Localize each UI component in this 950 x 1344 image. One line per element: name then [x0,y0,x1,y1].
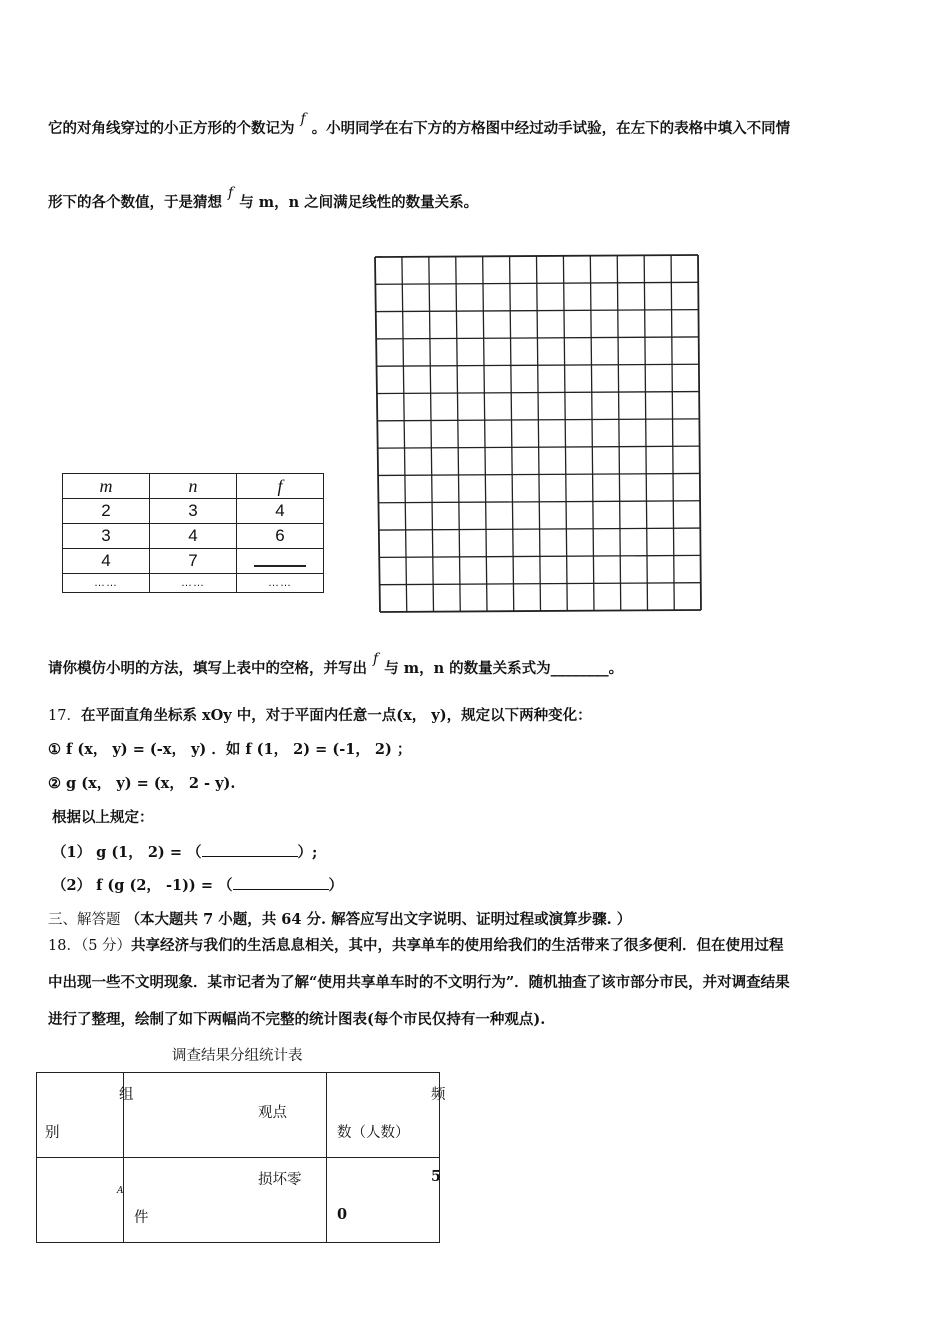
header-n: n [150,474,237,499]
cell: 7 [150,549,237,574]
header-view-cell [124,1073,327,1158]
grid-line-horizontal [380,610,701,612]
grid-line-vertical [644,255,647,610]
para1-text-b: 。小明同学在右下方的方格图中经过动手试验，在左下的表格中填入不同情 [311,120,791,137]
ellipsis-cell: …… [63,574,150,593]
para1-line2 [48,185,479,212]
q17-stem-text: 在平面直角坐标系 xOy 中，对于平面内任意一点(x， y)，规定以下两种变化： [80,707,592,724]
q18-text-1: 共享经济与我们的生活息息相关，其中，共享单车的使用给我们的生活带来了很多便利．但在使用过程 [131,937,784,954]
para1-text-a: 它的对角线穿过的小正方形的个数记为 [48,120,295,137]
row1-view-2: 件 [134,1210,149,1226]
row1-freq-1: 5 [431,1168,442,1185]
row1-group: A [117,1186,124,1196]
section3-title: 三、解答题 [48,912,121,928]
q17-part1-end: ）; [297,844,318,861]
row1-freq-2: 0 [337,1206,348,1223]
q18-line1 [48,934,784,955]
grid-line-vertical [429,257,434,612]
row1-view-1: 损坏零 [258,1172,302,1188]
para2-text-b: 与 m，n 的数量关系式为________。 [384,660,624,677]
q17-number: 17． [48,708,81,724]
header-group-2: 别 [45,1125,60,1141]
answer-blank-cell [237,549,324,574]
grid-line-vertical [617,256,621,611]
grid-line-vertical [590,256,594,611]
square-grid-figure [374,254,704,616]
para2-text-a: 请你模仿小明的方法，填写上表中的空格，并写出 [48,660,367,677]
f-symbol: f [373,651,379,667]
grid-line-vertical [698,255,701,610]
f-symbol: f [228,185,234,201]
grid-line-vertical [510,256,514,611]
para1-text-c: 形下的各个数值，于是猜想 [48,194,222,211]
row1-view-cell [124,1158,327,1243]
survey-table [36,1072,446,1243]
header-group-1: 组 [119,1087,134,1103]
answer-blank [254,551,306,567]
q18-score: （5 分） [80,938,132,954]
answer-blank [233,875,329,890]
cell: 4 [237,499,324,524]
grid-line-vertical [563,256,567,611]
q17-part1 [52,841,317,862]
q17-rule1: ① f (x， y) = (-x， y) ．如 f (1， 2) = (-1， 2) ； [48,741,412,758]
cell: 4 [150,524,237,549]
q17-stem [48,704,592,725]
q17-part2 [52,874,343,895]
q17-part2-end: ） [328,877,344,894]
para1-line1 [48,111,791,138]
q17-part2-text: （2） f (g (2， -1)) = （ [52,877,233,894]
header-view: 观点 [258,1105,287,1121]
q17-rule2: ② g (x， y) = (x， 2 - y). [48,775,236,792]
q18-line3: 进行了整理，绘制了如下两幅尚不完整的统计图表(每个市民仅持有一种观点). [48,1011,546,1028]
f-symbol: f [300,111,306,127]
cell: 6 [237,524,324,549]
ellipsis-cell: …… [237,574,324,593]
header-group-cell [37,1073,134,1158]
q18-number: 18． [48,938,81,954]
para1-text-d: 与 m，n 之间满足线性的数量关系。 [239,194,479,211]
header-freq-1: 频 [431,1087,446,1103]
cell: 2 [63,499,150,524]
section3-heading [48,908,631,929]
row1-freq-cell [327,1158,440,1243]
q17-intro: 根据以上规定： [52,809,154,826]
q18-line2: 中出现一些不文明现象．某市记者为了解“使用共享单车时的不文明行为”．随机抽查了该市部分市民，并对调查结果 [48,974,790,991]
header-m: m [63,474,150,499]
answer-blank [202,842,298,857]
cell: 4 [63,549,150,574]
grid-line-vertical [402,257,407,612]
section3-note: （本大题共 7 小题，共 64 分. 解答应写出文字说明、证明过程或演算步骤. ） [125,911,632,928]
grid-line-vertical [375,257,380,612]
row1-group-cell [37,1158,124,1243]
survey-table-caption: 调查结果分组统计表 [172,1048,303,1064]
grid-line-vertical [456,257,461,612]
q17-part1-text: （1） g (1， 2) = （ [52,844,202,861]
grid-line-vertical [483,256,487,611]
header-freq-2: 数（人数） [337,1125,410,1141]
ellipsis-cell: …… [150,574,237,593]
grid-line-horizontal [375,255,698,257]
cell: 3 [63,524,150,549]
grid-line-vertical [671,255,674,610]
header-freq-cell [327,1073,446,1158]
cell: 3 [150,499,237,524]
grid-line-vertical [537,256,541,611]
para2 [48,651,624,678]
mn-table [62,473,324,593]
header-f: f [237,474,324,499]
